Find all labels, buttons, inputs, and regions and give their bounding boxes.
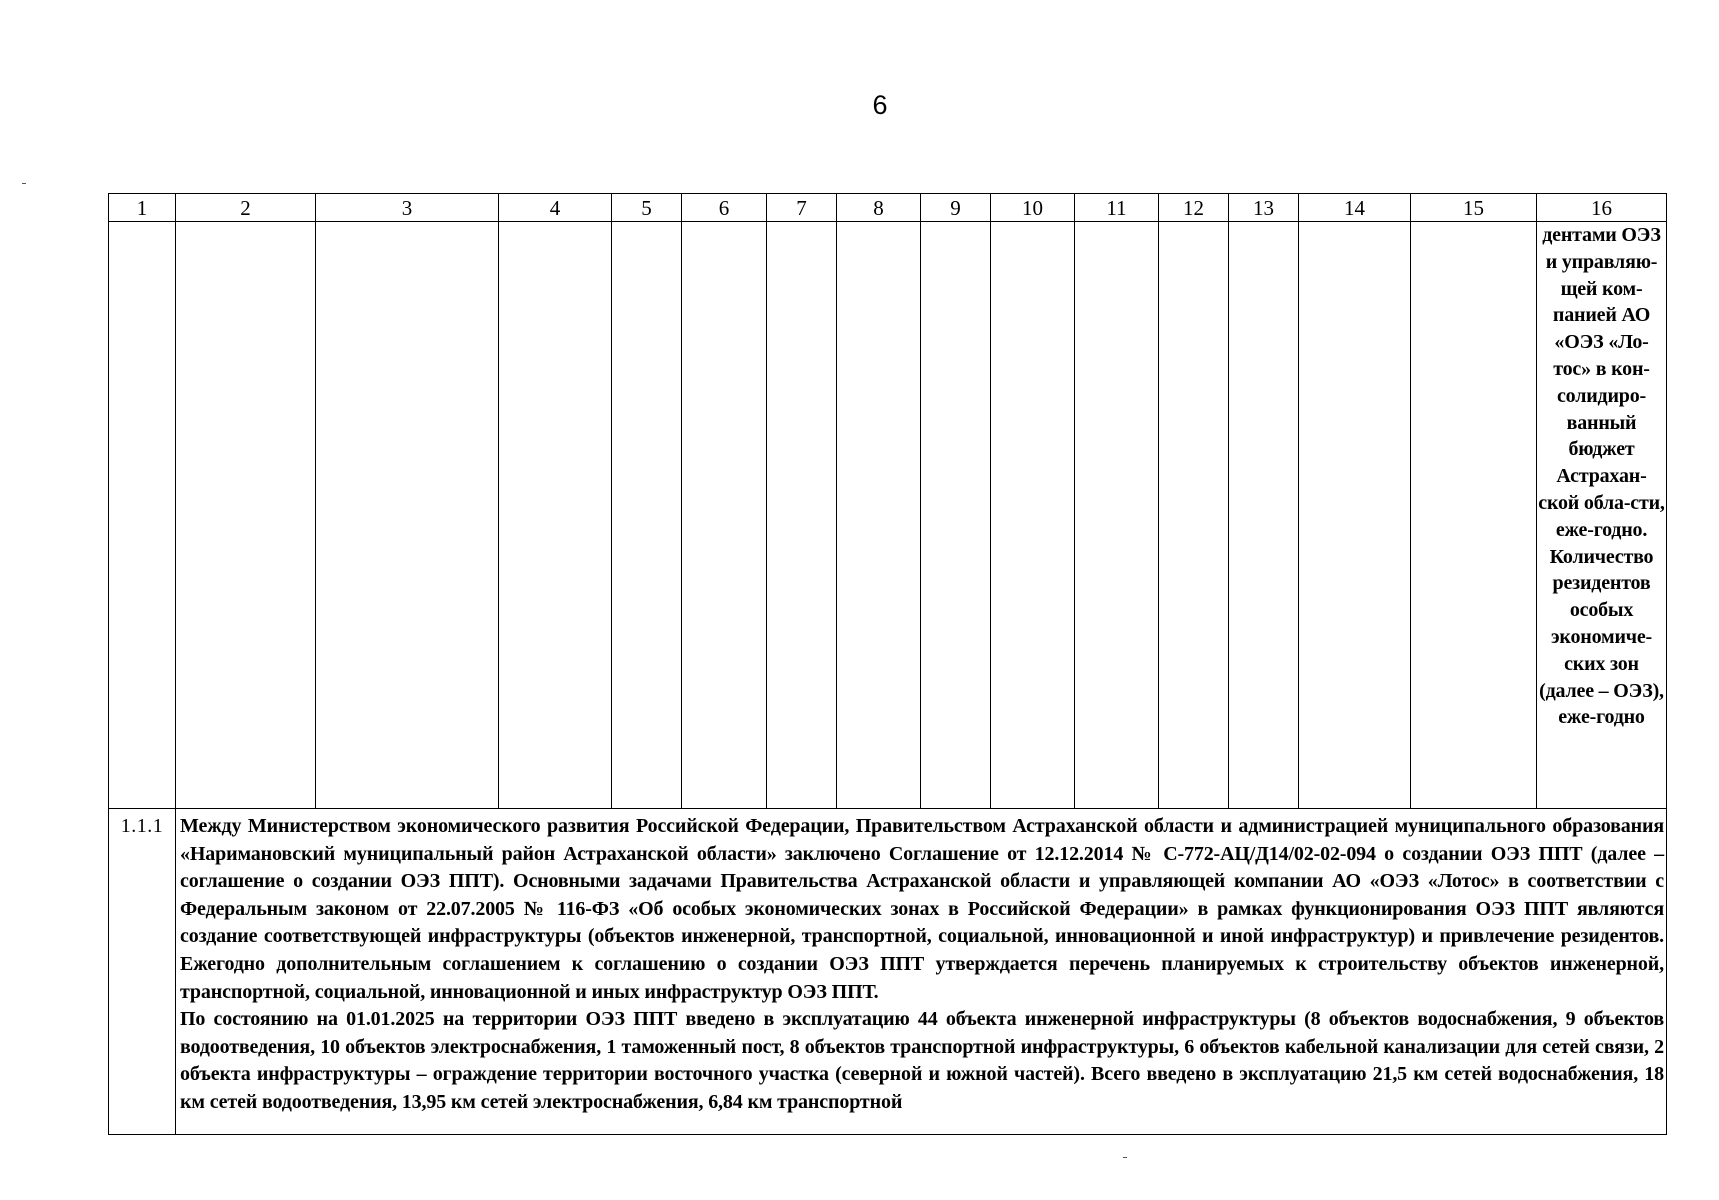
empty-cell bbox=[612, 222, 682, 809]
empty-cell bbox=[316, 222, 499, 809]
column-header: 3 bbox=[316, 194, 499, 222]
column-header: 2 bbox=[176, 194, 316, 222]
column-header: 10 bbox=[991, 194, 1075, 222]
column-header: 4 bbox=[499, 194, 612, 222]
col16-continuation-text: дентами ОЭЗ и управляю-щей ком-панией АО «ОЭЗ «Ло-тос» в кон-солидиро-ванный бюджет Астрахан-ской обла-сти, еже-годно. Количество резидентов особых экономиче-ских зон (далее – ОЭЗ), еже-годно bbox=[1537, 222, 1667, 809]
empty-cell bbox=[1159, 222, 1229, 809]
empty-cell bbox=[1411, 222, 1537, 809]
column-header: 14 bbox=[1299, 194, 1411, 222]
empty-cell bbox=[921, 222, 991, 809]
column-header: 11 bbox=[1075, 194, 1159, 222]
document-table bbox=[108, 193, 1667, 1135]
column-header: 7 bbox=[767, 194, 837, 222]
column-header: 13 bbox=[1229, 194, 1299, 222]
empty-cell bbox=[499, 222, 612, 809]
column-header: 6 bbox=[682, 194, 767, 222]
empty-cell bbox=[1075, 222, 1159, 809]
column-header: 15 bbox=[1411, 194, 1537, 222]
item-description bbox=[176, 809, 1667, 1135]
column-header: 12 bbox=[1159, 194, 1229, 222]
column-number-row bbox=[109, 194, 1667, 222]
empty-cell bbox=[682, 222, 767, 809]
empty-cell bbox=[1229, 222, 1299, 809]
item-number: 1.1.1 bbox=[109, 809, 176, 1135]
column-header: 1 bbox=[109, 194, 176, 222]
page-number: 6 bbox=[872, 90, 888, 120]
column-header: 5 bbox=[612, 194, 682, 222]
continuation-row bbox=[109, 222, 1667, 809]
column-header: 16 bbox=[1537, 194, 1667, 222]
column-header: 8 bbox=[837, 194, 921, 222]
empty-cell bbox=[109, 222, 176, 809]
empty-cell bbox=[767, 222, 837, 809]
item-paragraph-1: Между Министерством экономического развития Российской Федерации, Правительством Астраханской области и администрацией муниципального образования «Наримановский муниципальный район Астраханской области» заключено Соглашение от 12.12.2014 № С-772-АЦ/Д14/02-02-094 о создании ОЭЗ ППТ (далее – соглашение о создании ОЭЗ ППТ). Основными задачами Правительства Астраханской области и управляющей компании АО «ОЭЗ «Лотос» в соответствии с Федеральным законом от 22.07.2005 № 116-ФЗ «Об особых экономических зонах в Российской Федерации» в рамках функционирования ОЭЗ ППТ являются создание соответствующей инфраструктуры (объектов инженерной, транспортной, социальной, инновационной и иной инфраструктур) и привлечение резидентов. Ежегодно дополнительным соглашением к соглашению о создании ОЭЗ ППТ утверждается перечень планируемых к строительству объектов инженерной, транспортной, социальной, инновационной и иных инфраструктур ОЭЗ ППТ. bbox=[180, 815, 1664, 1003]
empty-cell bbox=[991, 222, 1075, 809]
item-row bbox=[109, 809, 1667, 1135]
column-header: 9 bbox=[921, 194, 991, 222]
empty-cell bbox=[176, 222, 316, 809]
scan-mark bbox=[1123, 1157, 1127, 1158]
scan-mark bbox=[22, 183, 26, 184]
empty-cell bbox=[1299, 222, 1411, 809]
empty-cell bbox=[837, 222, 921, 809]
item-paragraph-2: По состоянию на 01.01.2025 на территории ОЭЗ ППТ введено в эксплуатацию 44 объекта инженерной инфраструктуры (8 объектов водоснабжения, 9 объектов водоотведения, 10 объектов электроснабжения, 1 таможенный пост, 8 объектов транспортной инфраструктуры, 6 объектов кабельной канализации для сетей связи, 2 объекта инфраструктуры – ограждение территории восточного участка (северной и южной частей). Всего введено в эксплуатацию 21,5 км сетей водоснабжения, 18 км сетей водоотведения, 13,95 км сетей электроснабжения, 6,84 км транспортной bbox=[180, 1008, 1664, 1113]
